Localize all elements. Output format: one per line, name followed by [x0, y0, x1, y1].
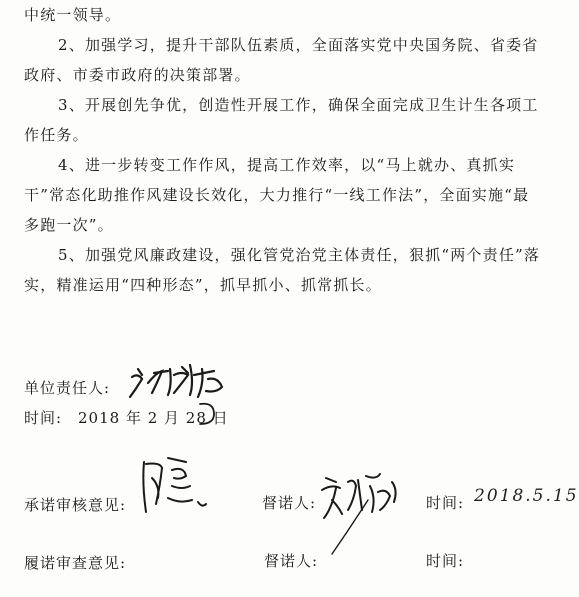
supervisor-signature — [318, 460, 418, 560]
time-label-2: 时间: — [426, 494, 465, 512]
paragraph-3: 3、开展创先争优，创造性开展工作，确保全面完成卫生计生各项工作任务。 — [24, 96, 539, 144]
paragraph-5: 5、加强党风廉政建设，强化管党治党主体责任，狠抓“两个责任”落实，精准运用“四种形态”，抓早抓小、抓常抓长。 — [24, 246, 541, 294]
supervisor-label-1: 督诺人: — [262, 494, 317, 512]
supervisor-label-2: 督诺人: — [264, 552, 319, 570]
paragraph-2: 2、加强学习，提升干部队伍素质，全面落实党中央国务院、省委省政府、市委市政府的决策部署。 — [24, 36, 539, 84]
review-signature — [132, 452, 222, 522]
commitment-review-label: 承诺审核意见: — [24, 496, 127, 514]
responsible-signature — [124, 355, 234, 405]
unit-responsible-label: 单位责任人: — [24, 379, 111, 397]
time-label: 时间: — [24, 409, 63, 427]
time-label-3: 时间: — [426, 552, 465, 570]
date-ink-mark — [196, 400, 218, 428]
paragraph-4: 4、进一步转变工作作风，提高工作效率，以“马上就办、真抓实干”常态化助推作风建设长效化，大力推行“一线工作法”，全面实施“最多跑一次”。 — [24, 156, 530, 234]
time-value: 2018 年 2 月 28 日 — [78, 409, 229, 427]
time-value-2: 2018.5.15 — [474, 486, 579, 506]
fulfillment-review-label: 履诺审查意见: — [24, 554, 127, 572]
paragraph-1: 中统一领导。 — [24, 6, 122, 24]
